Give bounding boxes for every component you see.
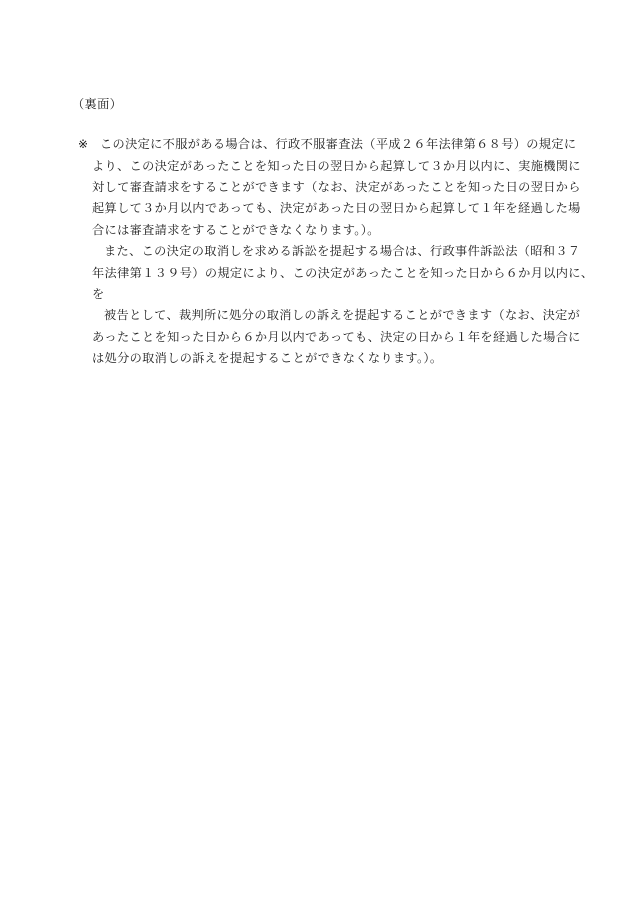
paragraph-2-line-1: また、この決定の取消しを求める訴訟を提起する場合は、行政事件訴訟法（昭和３７ xyxy=(104,244,581,258)
paragraph-1-line-5: 合には審査請求をすることができなくなります。）。 xyxy=(92,223,380,237)
note-mark: ※ xyxy=(78,137,89,151)
paragraph-2-line-3: を xyxy=(92,287,105,301)
paragraph-1-line-2: より、この決定があったことを知った日の翌日から起算して３か月以内に、実施機関に xyxy=(92,159,581,173)
paragraph-1-line-4: 起算して３か月以内であっても、決定があった日の翌日から起算して１年を経過した場 xyxy=(92,201,581,215)
paragraph-2-line-6: は処分の取消しの訴えを提起することができなくなります。）。 xyxy=(92,351,443,365)
page-side-heading: （裏面） xyxy=(72,97,123,111)
paragraph-2-line-2: 年法律第１３９号）の規定により、この決定があったことを知った日から６か月以内に、 xyxy=(92,266,594,280)
paragraph-2-line-4: 被告として、裁判所に処分の取消しの訴えを提起することができます（なお、決定が xyxy=(104,308,581,322)
paragraph-1-line-3: 対して審査請求をすることができます（なお、決定があったことを知った日の翌日から xyxy=(92,180,581,194)
paragraph-1-line-1: この決定に不服がある場合は、行政不服審査法（平成２６年法律第６８号）の規定に xyxy=(100,137,577,151)
paragraph-2-line-5: あったことを知った日から６か月以内であっても、決定の日から１年を経過した場合に xyxy=(92,330,581,344)
